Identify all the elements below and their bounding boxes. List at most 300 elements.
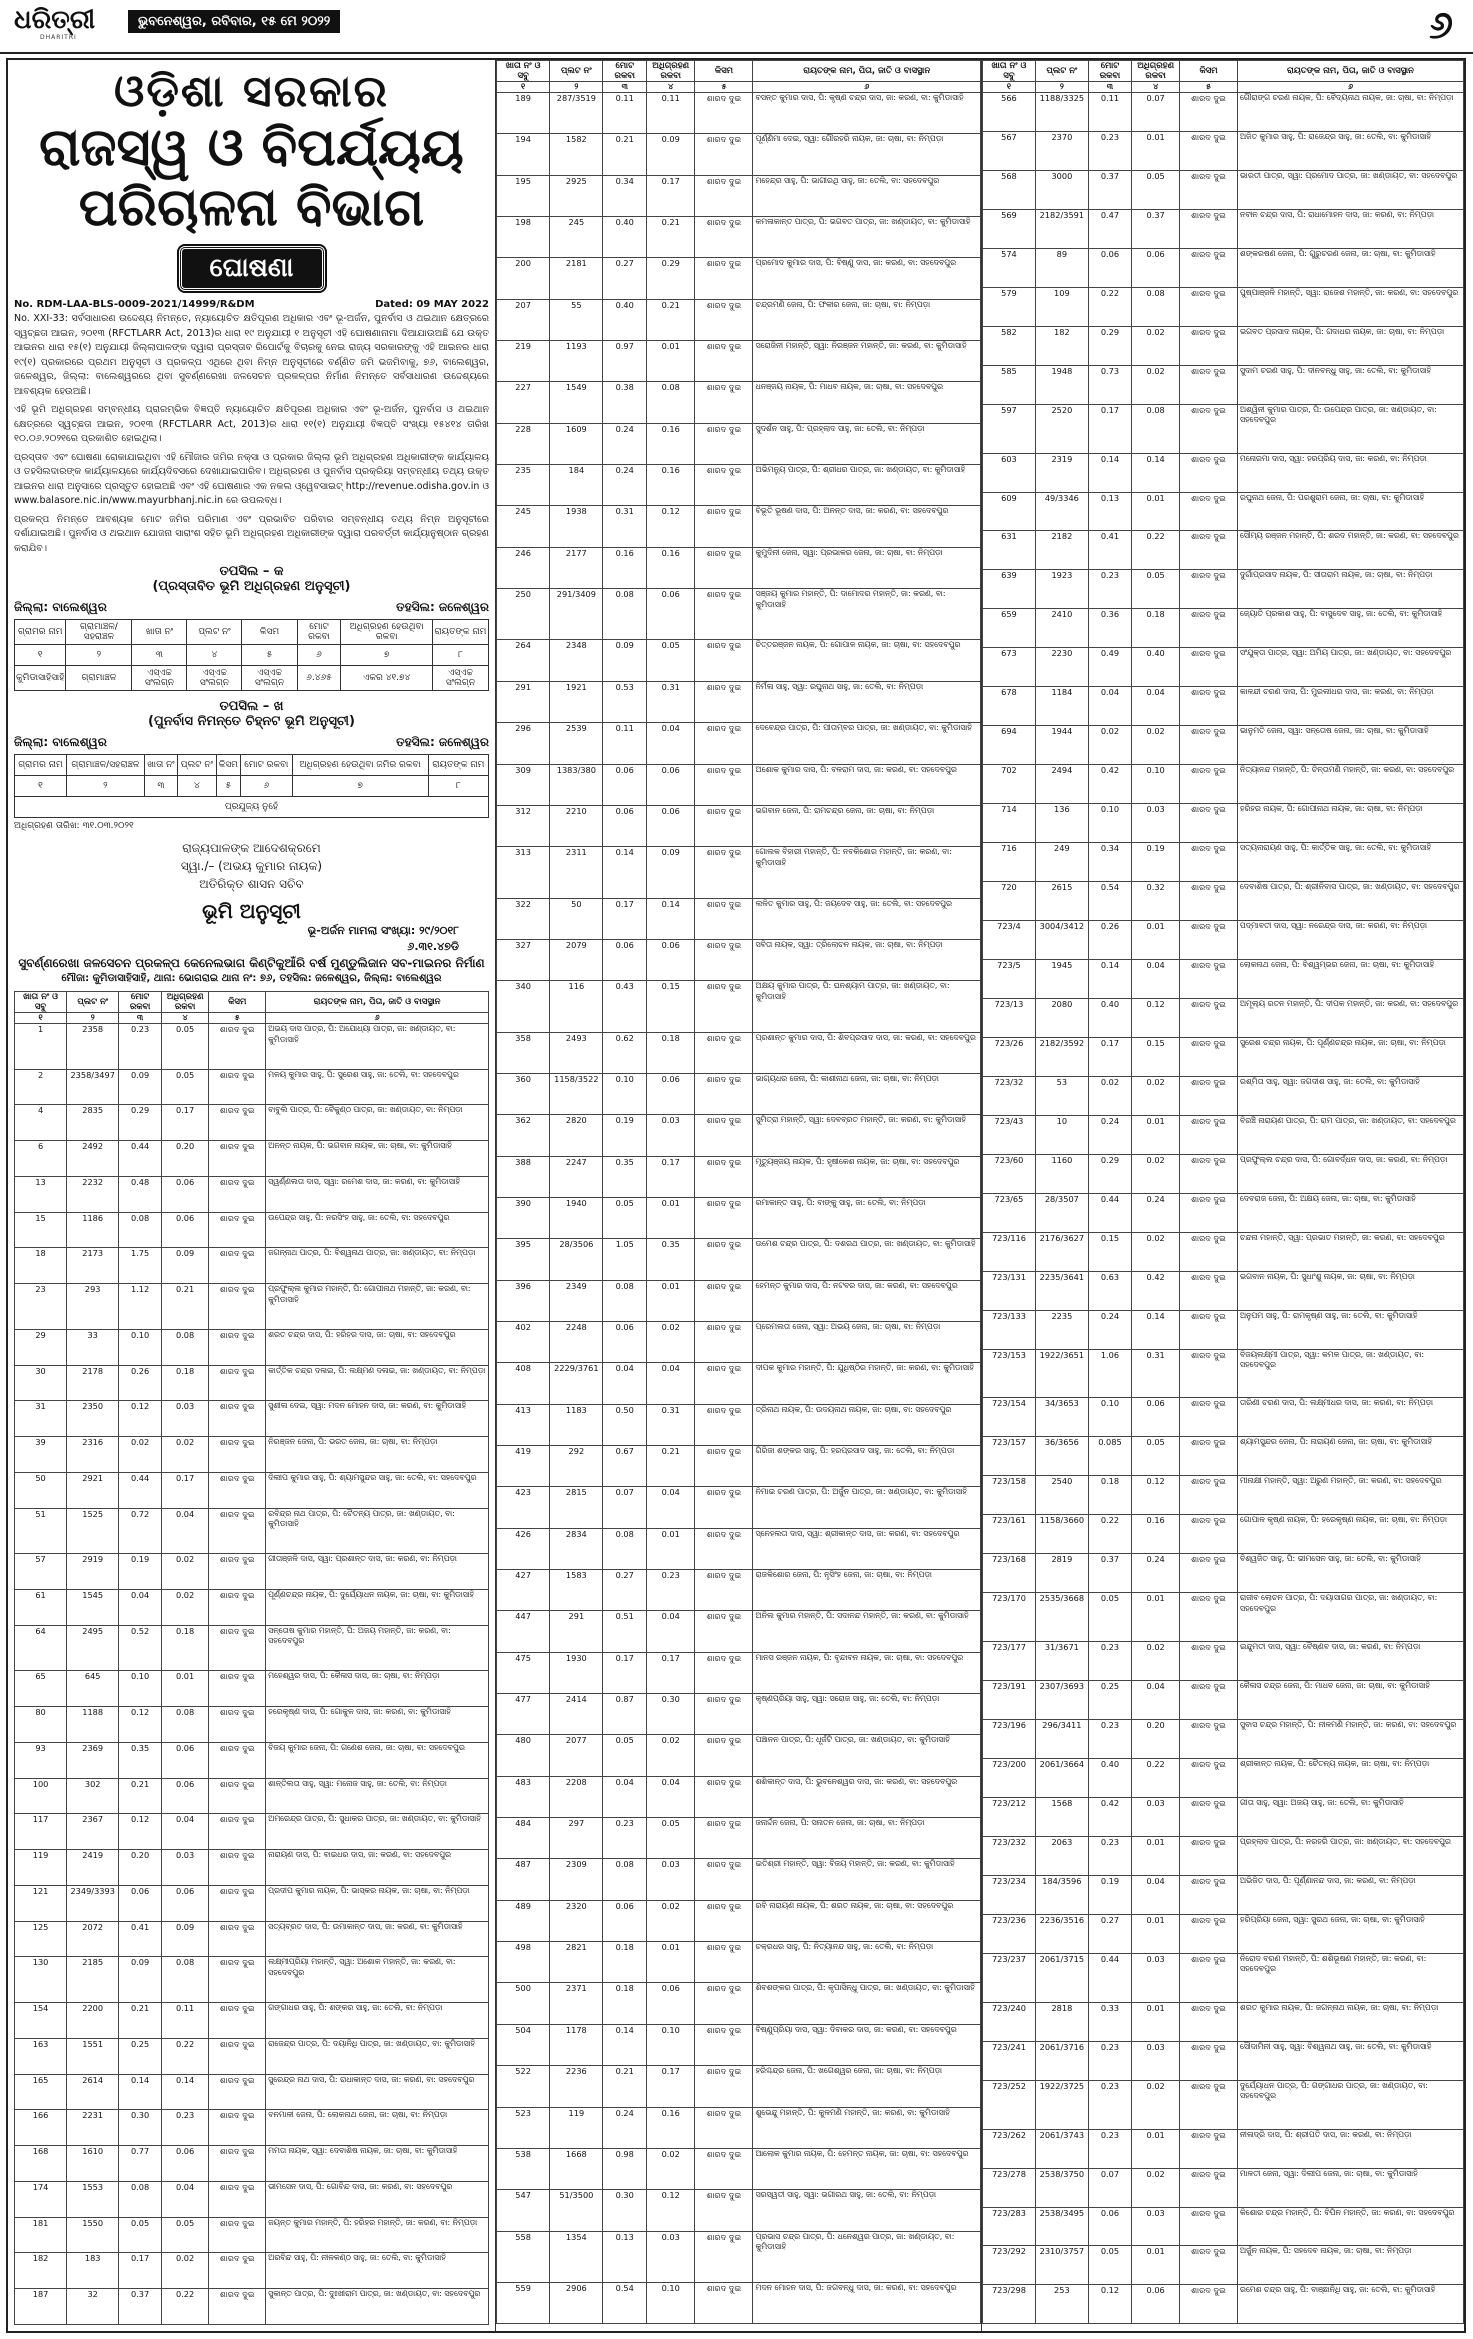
- plot-cell: 1930: [550, 1652, 603, 1693]
- plot-cell: 1583: [550, 1570, 603, 1611]
- total-area-cell: 0.19: [603, 1115, 647, 1156]
- acquired-area-cell: 0.01: [647, 1942, 695, 1983]
- plot-cell: 2248: [550, 1321, 603, 1362]
- owner-cell: ଉପେନ୍ଦ୍ର ସାହୁ, ପି: ନରସିଂହ ସାହୁ, ଜା: ତେଲି, ବା: ସହଦେବପୁର: [266, 1212, 489, 1248]
- total-area-cell: 0.42: [1088, 765, 1131, 804]
- acquired-area-cell: 0.02: [1132, 1076, 1180, 1115]
- khata-cell: 154: [15, 2003, 67, 2039]
- total-area-cell: 0.24: [1088, 1115, 1131, 1154]
- total-area-cell: 0.27: [1088, 1914, 1131, 1953]
- owner-cell: ଗୋଲକ ବିହାରୀ ମହାନ୍ତି, ପି: ନବକିଶୋର ମହାନ୍ତି, ଜା: କରଣ, ବା: କୁମିଡାସାହି: [753, 847, 981, 898]
- khata-cell: 723/241: [983, 2041, 1036, 2080]
- schedule-index-cell: ୮: [432, 645, 488, 666]
- kisam-cell: ଶାରଦ ଦୁଇ: [1180, 687, 1238, 726]
- owner-cell: ନିର୍ମଳା ସାହୁ, ସ୍ୱା: ରଘୁନାଥ ସାହୁ, ଜା: ତେଲି, ବା: ନିମ୍ପଡ଼ା: [753, 681, 981, 722]
- khata-cell: 235: [497, 465, 550, 506]
- table-row: [15, 1850, 489, 1886]
- table-row: [983, 1642, 1464, 1681]
- acquired-area-cell: 0.01: [647, 341, 695, 382]
- kisam-cell: ଶାରଦ ଦୁଇ: [1180, 1720, 1238, 1759]
- kisam-cell: ଶାରଦ ଦୁଇ: [209, 1176, 266, 1212]
- table-index-cell: ୩: [1088, 82, 1131, 93]
- kisam-cell: ଶାରଦ ଦୁଇ: [1180, 1953, 1238, 2002]
- owner-cell: ଭୀମସେନ ଦାସ, ପି: ଗୋବିନ୍ଦ ଦାସ, ଜା: କରଣ, ବା: ସହଦେବପୁର: [266, 2181, 489, 2217]
- khata-cell: 6: [15, 1141, 67, 1177]
- plot-cell: 2925: [550, 175, 603, 216]
- table-row: [15, 2288, 489, 2324]
- owner-cell: ସରୋଜିନୀ ମହାନ୍ତି, ସ୍ୱା: ନିରଞ୍ଜନ ମହାନ୍ତି, ଜା: କରଣ, ବା: କୁମିଡାସାହି: [753, 341, 981, 382]
- table-index-cell: ୧: [983, 82, 1036, 93]
- owner-cell: ରାଜକିଶୋର ଜେନା, ପି: ନୃସିଂହ ଜେନା, ଜା: ଚାଷା, ବା: ନିମ୍ପଡ଼ା: [753, 1570, 981, 1611]
- kisam-cell: ଶାରଦ ଦୁଇ: [1180, 1515, 1238, 1554]
- khata-cell: 168: [15, 2146, 67, 2182]
- owner-cell: ମହେନ୍ଦ୍ର ସାହୁ, ପି: ଭାଗୀରଥି ସାହୁ, ଜା: ତେଲି, ବା: ସହଦେବପୁର: [753, 175, 981, 216]
- owner-cell: ଭାନୁମତି ଜେନା, ସ୍ୱା: ସନ୍ତୋଷ ଜେନା, ଜା: ଚାଷା, ବା: କୁମିଡାସାହି: [1237, 726, 1463, 765]
- total-area-cell: 0.09: [119, 1069, 162, 1105]
- kisam-cell: ଶାରଦ ଦୁଇ: [695, 723, 753, 764]
- total-area-cell: 0.25: [1088, 1681, 1131, 1720]
- table-row: [497, 2148, 981, 2189]
- plot-cell: 2358/3497: [67, 1069, 119, 1105]
- khata-cell: 723/153: [983, 1349, 1036, 1398]
- plot-cell: 1184: [1035, 687, 1088, 726]
- acquired-area-cell: 0.03: [161, 1850, 208, 1886]
- plot-cell: 2815: [550, 1487, 603, 1528]
- plot-cell: 2185: [67, 1957, 119, 2003]
- total-area-cell: 0.24: [603, 423, 647, 464]
- khata-cell: 723/133: [983, 1310, 1036, 1349]
- total-area-cell: 0.51: [603, 1611, 647, 1652]
- plot-cell: 2538/3495: [1035, 2207, 1088, 2246]
- table-row: [497, 465, 981, 506]
- plot-cell: 645: [67, 1671, 119, 1707]
- owner-cell: ସଂଯୁକ୍ତା ପାତ୍ର, ସ୍ୱା: ଅମିୟ ପାତ୍ର, ଜା: ଖଣ୍ଡାୟତ, ବା: ସହଦେବପୁର: [1237, 648, 1463, 687]
- khata-cell: 50: [15, 1472, 67, 1508]
- khata-cell: 13: [15, 1176, 67, 1212]
- table-row: [497, 1776, 981, 1817]
- table-header-cell: ଖାତା ନଂ ଓ ସବୁ: [15, 992, 67, 1013]
- notice-paragraph: ଏହି ଭୂମି ଅଧିଗ୍ରହଣ ସମ୍ବନ୍ଧୀୟ ପ୍ରାରମ୍ଭିକ ବିଜ୍ଞପ୍ତି ନ୍ୟାୟୋଚିତ କ୍ଷତିପୂରଣ ଅଧିକାର ଏବଂ ଭୂ-ଅର୍ଜନ, ପୁନର୍ବାସ ଓ ଥଇଥାନ କ୍ଷେତ୍ରରେ ସ୍ୱଚ୍ଛତା ଆଇନ, ୨୦୧୩ (RFCTLARR Act, 2013)ର ଧାରା ୧୧(୧) ଅନୁଯାୟୀ ବିଜ୍ଞପ୍ତି ସଂଖ୍ୟା ୧୫୪୧୪ ତାରିଖ ୧୦.୦୬.୨୦୨୧ରେ ପ୍ରକାଶିତ ହୋଇଥିଲା।: [14, 404, 489, 444]
- plot-cell: 2178: [67, 1365, 119, 1401]
- schedule-index-cell: ୪: [187, 645, 242, 666]
- acquired-area-cell: 0.05: [161, 1024, 208, 1070]
- kisam-cell: ଶାରଦ ଦୁଇ: [209, 1850, 266, 1886]
- owner-cell: ଇତିଶ୍ରୀ ମହାନ୍ତି, ସ୍ୱା: ବିଜୟ ମହାନ୍ତି, ଜା: କରଣ, ବା: କୁମିଡାସାହି: [753, 1859, 981, 1900]
- acquired-area-cell: 0.04: [647, 1611, 695, 1652]
- acquired-area-cell: 0.05: [647, 640, 695, 681]
- owner-cell: ଗୀତା ସାହୁ, ସ୍ୱା: ଅଜୟ ସାହୁ, ଜା: ତେଲି, ବା: କୁମିଡାସାହି: [1237, 1797, 1463, 1836]
- schedule-header-cell: ପ୍ଲଟ ନଂ: [178, 755, 217, 776]
- schedule-index-cell: ୭: [341, 645, 432, 666]
- kisam-cell: ଶାରଦ ଦୁଇ: [695, 1859, 753, 1900]
- kisam-cell: ଶାରଦ ଦୁଇ: [695, 217, 753, 258]
- khata-cell: 419: [497, 1446, 550, 1487]
- total-area-cell: 0.54: [1088, 882, 1131, 921]
- owner-cell: ଧନଞ୍ଜୟ ନାୟକ, ପି: ମାଧବ ନାୟକ, ଜା: ଚାଷା, ବା: ସହଦେବପୁର: [753, 382, 981, 423]
- kisam-cell: ଶାରଦ ଦୁଇ: [1180, 959, 1238, 998]
- khata-cell: 475: [497, 1652, 550, 1693]
- plot-cell: 31/3671: [1035, 1642, 1088, 1681]
- table-row: [497, 1239, 981, 1280]
- owner-cell: ଶାନ୍ତିଲତା ସାହୁ, ସ୍ୱା: ମନୋଜ ସାହୁ, ଜା: ତେଲି, ବା: ନିମ୍ପଡ଼ା: [266, 1778, 489, 1814]
- plot-cell: 245: [550, 217, 603, 258]
- kisam-cell: ଶାରଦ ଦୁଇ: [1180, 843, 1238, 882]
- kisam-cell: ଶାରଦ ଦୁଇ: [1180, 1271, 1238, 1310]
- acquired-area-cell: 0.21: [647, 217, 695, 258]
- acquired-area-cell: 0.02: [647, 1321, 695, 1362]
- khata-cell: 522: [497, 2066, 550, 2107]
- owner-cell: ମନୋରମା ଦାସ, ସ୍ୱା: ହରପ୍ରିୟ ଦାସ, ଜା: କରଣ, ବା: ନିମ୍ପଡ଼ା: [1237, 453, 1463, 492]
- kisam-cell: ଶାରଦ ଦୁଇ: [209, 1212, 266, 1248]
- table-row: [983, 1720, 1464, 1759]
- plot-cell: 287/3519: [550, 93, 603, 134]
- acquired-area-cell: 0.08: [647, 382, 695, 423]
- acquired-area-cell: 0.01: [1132, 921, 1180, 960]
- land-table-3: [982, 60, 1464, 2324]
- khata-cell: 639: [983, 570, 1036, 609]
- masthead: [0, 0, 1473, 54]
- owner-cell: ସତ୍ୟବ୍ରତ ଦାସ, ପି: ଉମାକାନ୍ତ ଦାସ, ଜା: କରଣ, ବା: କୁମିଡାସାହି: [266, 1921, 489, 1957]
- owner-cell: କିଶୋର ଚନ୍ଦ୍ର ମହାନ୍ତି, ପି: ବିପିନ ମହାନ୍ତି, ଜା: କରଣ, ବା: ସହଦେବପୁର: [1237, 2207, 1463, 2246]
- owner-cell: ନବୀନ ଚନ୍ଦ୍ର ଦାସ, ପି: ରାଧାମୋହନ ଦାସ, ଜା: କରଣ, ବା: ନିମ୍ପଡ଼ା: [1237, 209, 1463, 248]
- total-area-cell: 0.14: [1088, 453, 1131, 492]
- total-area-cell: 0.30: [119, 2110, 162, 2146]
- acquired-area-cell: 0.02: [1132, 2168, 1180, 2207]
- kisam-cell: ଶାରଦ ଦୁଇ: [209, 1284, 266, 1330]
- schedule-header-cell: କିସମ: [242, 620, 297, 645]
- acquired-area-cell: 0.31: [647, 1404, 695, 1445]
- total-area-cell: 0.13: [603, 2231, 647, 2282]
- total-area-cell: 0.24: [1088, 1310, 1131, 1349]
- column-2: [496, 60, 982, 2331]
- total-area-cell: 0.21: [603, 134, 647, 175]
- khata-cell: 723/60: [983, 1154, 1036, 1193]
- kisam-cell: ଶାରଦ ଦୁଇ: [695, 1611, 753, 1652]
- plot-cell: 1186: [67, 1212, 119, 1248]
- owner-cell: ଦେବେନ୍ଦ୍ର ପାତ୍ର, ପି: ପୀତାମ୍ବର ପାତ୍ର, ଜା: ଖଣ୍ଡାୟତ, ବା: କୁମିଡାସାହି: [753, 723, 981, 764]
- kisam-cell: ଶାରଦ ଦୁଇ: [209, 1248, 266, 1284]
- owner-cell: ରଶ୍ମିତା ସାହୁ, ସ୍ୱା: ଜଗଦୀଶ ସାହୁ, ଜା: ତେଲି, ବା: କୁମିଡାସାହି: [1237, 1076, 1463, 1115]
- kisam-cell: ଶାରଦ ଦୁଇ: [209, 2288, 266, 2324]
- plot-cell: 291: [550, 1611, 603, 1652]
- total-area-cell: 0.34: [603, 175, 647, 216]
- total-area-cell: 0.40: [1088, 1759, 1131, 1798]
- khata-cell: 714: [983, 804, 1036, 843]
- acquired-area-cell: 0.01: [1132, 2002, 1180, 2041]
- owner-cell: କାର୍ତ୍ତିକ ଚନ୍ଦ୍ର ଦଳାଇ, ପି: ଲକ୍ଷ୍ମଣ ଦଳାଇ, ଜା: ଖଣ୍ଡାୟତ, ବା: ନିମ୍ପଡ଼ା: [266, 1365, 489, 1401]
- khata-cell: 65: [15, 1671, 67, 1707]
- plot-cell: 1945: [1035, 959, 1088, 998]
- total-area-cell: 0.08: [119, 1212, 162, 1248]
- acquired-area-cell: 0.05: [1132, 570, 1180, 609]
- owner-cell: ସରସ୍ୱତୀ ସାହୁ, ସ୍ୱା: ଭଗୀରଥ ସାହୁ, ଜା: ତେଲି, ବା: ନିମ୍ପଡ଼ା: [753, 2190, 981, 2231]
- acquired-area-cell: 0.16: [1132, 1515, 1180, 1554]
- acquired-area-cell: 0.06: [1132, 248, 1180, 287]
- owner-cell: ବିଷ୍ଣୁପ୍ରିୟା ଦାସ, ସ୍ୱା: ଦିବାକର ଦାସ, ଜା: କରଣ, ବା: ସହଦେବପୁର: [753, 2024, 981, 2065]
- kisam-cell: ଶାରଦ ଦୁଇ: [1180, 492, 1238, 531]
- plot-cell: 2835: [67, 1105, 119, 1141]
- owner-cell: ଅଶ୍ୱିନୀ କୁମାର ପାତ୍ର, ପି: ଉପେନ୍ଦ୍ର ପାତ୍ର, ଜା: ଖଣ୍ଡାୟତ, ବା: ସହଦେବପୁର: [1237, 404, 1463, 453]
- total-area-cell: 0.12: [1088, 2285, 1131, 2324]
- owner-cell: ସୁବାସ ଚନ୍ଦ୍ର ମହାନ୍ତି, ପି: ନୀଳମଣି ମହାନ୍ତି, ଜା: କରଣ, ବା: ସହଦେବପୁର: [1237, 1720, 1463, 1759]
- plot-cell: 1188/3325: [1035, 93, 1088, 132]
- table-row: [497, 1735, 981, 1776]
- khata-cell: 362: [497, 1115, 550, 1156]
- total-area-cell: 0.22: [1088, 1515, 1131, 1554]
- total-area-cell: 0.11: [603, 723, 647, 764]
- khata-cell: 358: [497, 1032, 550, 1073]
- table-row: [15, 1329, 489, 1365]
- footnote: ଅଧିଗ୍ରହଣ ତାରିଖ: ୩୧.୦୩.୨୦୨୧: [14, 821, 134, 831]
- kisam-cell: ଶାରଦ ଦୁଇ: [695, 2066, 753, 2107]
- acquired-area-cell: 0.02: [1132, 1154, 1180, 1193]
- schedule-index-cell: ୮: [428, 776, 488, 797]
- acquired-area-cell: 0.40: [1132, 648, 1180, 687]
- kisam-cell: ଶାରଦ ଦୁଇ: [695, 1528, 753, 1569]
- table-row: [497, 2024, 981, 2065]
- table-index-cell: ୬: [266, 1013, 489, 1024]
- kisam-cell: ଶାରଦ ଦୁଇ: [695, 1239, 753, 1280]
- acquired-area-cell: 0.08: [161, 1707, 208, 1743]
- kisam-cell: ଶାରଦ ଦୁଇ: [695, 1570, 753, 1611]
- khata-cell: 413: [497, 1404, 550, 1445]
- total-area-cell: 0.04: [603, 1776, 647, 1817]
- owner-cell: ସୁରେଶ ଚନ୍ଦ୍ର ନାୟକ, ପି: ପୂର୍ଣ୍ଣଚନ୍ଦ୍ର ନାୟକ, ଜା: ଚାଷା, ବା: ନିମ୍ପଡ଼ା: [1237, 1037, 1463, 1076]
- plot-cell: 2919: [67, 1554, 119, 1590]
- plot-cell: 1923: [1035, 570, 1088, 609]
- total-area-cell: 0.73: [1088, 365, 1131, 404]
- plot-cell: 1551: [67, 2038, 119, 2074]
- kisam-cell: ଶାରଦ ଦୁଇ: [209, 2217, 266, 2253]
- plot-cell: 183: [67, 2253, 119, 2289]
- kisam-cell: ଶାରଦ ଦୁଇ: [695, 939, 753, 980]
- owner-cell: ସୁମିତ୍ରା ମହାନ୍ତି, ସ୍ୱା: ଦେବବ୍ରତ ମହାନ୍ତି, ଜା: କରଣ, ବା: କୁମିଡାସାହି: [753, 1115, 981, 1156]
- table-row: [983, 453, 1464, 492]
- total-area-cell: 1.75: [119, 1248, 162, 1284]
- owner-cell: ସନ୍ତୋଷ କୁମାର ମହାନ୍ତି, ପି: ଅଜୟ ମହାନ୍ତି, ଜା: କରଣ, ବା: ସହଦେବପୁର: [266, 1625, 489, 1671]
- total-area-cell: 0.23: [1088, 2129, 1131, 2168]
- schedule-index-cell: ୧: [15, 645, 66, 666]
- khata-cell: 93: [15, 1742, 67, 1778]
- khata-cell: 296: [497, 723, 550, 764]
- acquired-area-cell: 0.06: [647, 589, 695, 640]
- khata-cell: 484: [497, 1818, 550, 1859]
- plot-cell: 184: [550, 465, 603, 506]
- acquired-area-cell: 0.21: [647, 1446, 695, 1487]
- acquired-area-cell: 0.17: [647, 1156, 695, 1197]
- khata-cell: 723/158: [983, 1476, 1036, 1515]
- owner-cell: ଦୀପକ କୁମାର ମହାନ୍ତି, ପି: ଯୁଧିଷ୍ଠିର ମହାନ୍ତି, ଜା: କରଣ, ବା: କୁମିଡାସାହି: [753, 1363, 981, 1404]
- plot-cell: 1158/3522: [550, 1073, 603, 1114]
- owner-cell: ରବିନ୍ଦ୍ର ନାଥ ପାତ୍ର, ପି: ଚୈତନ୍ୟ ପାତ୍ର, ଜା: ଖଣ୍ଡାୟତ, ବା: କୁମିଡାସାହି: [266, 1508, 489, 1554]
- table-index-cell: ୨: [67, 1013, 119, 1024]
- total-area-cell: 0.44: [1088, 1193, 1131, 1232]
- total-area-cell: 0.06: [603, 939, 647, 980]
- kisam-cell: ଶାରଦ ଦୁଇ: [695, 981, 753, 1032]
- acquired-area-cell: 0.16: [647, 423, 695, 464]
- plot-cell: 2061/3743: [1035, 2129, 1088, 2168]
- kisam-cell: ଶାରଦ ଦୁଇ: [1180, 1398, 1238, 1437]
- owner-cell: ମମତା ନାୟକ, ସ୍ୱା: ଦେବାଶିଷ ନାୟକ, ଜା: ଚାଷା, ବା: କୁମିଡାସାହି: [266, 2146, 489, 2182]
- kisam-cell: ଶାରଦ ଦୁଇ: [209, 1885, 266, 1921]
- acquired-area-cell: 0.06: [161, 1212, 208, 1248]
- kisam-cell: ଶାରଦ ଦୁଇ: [209, 2074, 266, 2110]
- schedule-header-cell: ରାୟତଙ୍କ ନାମ: [428, 755, 488, 776]
- table-row: [15, 1176, 489, 1212]
- plot-cell: 2232: [67, 1176, 119, 1212]
- table-header-cell: କିସମ: [695, 61, 753, 82]
- acquired-area-cell: 0.09: [647, 847, 695, 898]
- plot-cell: 2615: [1035, 882, 1088, 921]
- khata-cell: 228: [497, 423, 550, 464]
- plot-cell: 50: [550, 898, 603, 939]
- acquired-area-cell: 0.22: [1132, 531, 1180, 570]
- table-row: [983, 287, 1464, 326]
- kisam-cell: ଶାରଦ ଦୁଇ: [695, 1073, 753, 1114]
- owner-cell: ନୀଳାଦ୍ରି ଦାସ, ପି: ଶ୍ରୀପତି ଦାସ, ଜା: କରଣ, ବା: ନିମ୍ପଡ଼ା: [1237, 2129, 1463, 2168]
- table-row: [983, 248, 1464, 287]
- table-row: [497, 1570, 981, 1611]
- total-area-cell: 0.48: [119, 1176, 162, 1212]
- owner-cell: ଶରତ କୁମାର ନାୟକ, ପି: ଜଗନ୍ନାଥ ନାୟକ, ଜା: ଚାଷା, ବା: ନିମ୍ପଡ଼ା: [1237, 2002, 1463, 2041]
- total-area-cell: 0.085: [1088, 1437, 1131, 1476]
- acquired-area-cell: 0.03: [1132, 2041, 1180, 2080]
- total-area-cell: 0.06: [1088, 2207, 1131, 2246]
- owner-cell: ଚିତ୍ତରଞ୍ଜନ ନାୟକ, ପି: ଗୋପାଳ ନାୟକ, ଜା: ଚାଷା, ବା: ସହଦେବପୁର: [753, 640, 981, 681]
- total-area-cell: 0.09: [603, 640, 647, 681]
- table-row: [15, 1508, 489, 1554]
- table-row: [983, 365, 1464, 404]
- plot-cell: 1922/3725: [1035, 2080, 1088, 2129]
- table-header-cell: ପ୍ଲଟ ନଂ: [1035, 61, 1088, 82]
- kisam-cell: ଶାରଦ ଦୁଇ: [695, 1942, 753, 1983]
- kisam-cell: ଶାରଦ ଦୁଇ: [1180, 287, 1238, 326]
- total-area-cell: 0.06: [603, 764, 647, 805]
- owner-cell: ଗୌରାଙ୍ଗ ଚରଣ ନାୟକ, ପି: ବୈଦ୍ୟନାଥ ନାୟକ, ଜା: ଚାଷା, ବା: ନିମ୍ପଡ଼ା: [1237, 93, 1463, 132]
- owner-cell: ଗଙ୍ଗାଧର ସାହୁ, ପି: ଶଙ୍କର ସାହୁ, ଜା: ତେଲି, ବା: ନିମ୍ପଡ଼ା: [266, 2003, 489, 2039]
- plot-cell: 32: [67, 2288, 119, 2324]
- owner-cell: ବନମାଳୀ ଜେନା, ପି: ଲୋକନାଥ ଜେନା, ଜା: ଚାଷା, ବା: ନିମ୍ପଡ଼ା: [266, 2110, 489, 2146]
- total-area-cell: 0.87: [603, 1694, 647, 1735]
- plot-cell: 2921: [67, 1472, 119, 1508]
- acquired-area-cell: 0.01: [1132, 492, 1180, 531]
- schedule-index-cell: ୩: [132, 645, 187, 666]
- table-row: [15, 1778, 489, 1814]
- acquired-area-cell: 0.07: [1132, 93, 1180, 132]
- total-area-cell: 0.21: [119, 1778, 162, 1814]
- khata-cell: 723/177: [983, 1642, 1036, 1681]
- khata-cell: 30: [15, 1365, 67, 1401]
- total-area-cell: 0.21: [603, 2066, 647, 2107]
- total-area-cell: 0.44: [119, 1141, 162, 1177]
- kisam-cell: ଶାରଦ ଦୁଇ: [209, 1590, 266, 1626]
- total-area-cell: 0.23: [119, 1024, 162, 1070]
- owner-cell: ପଦ୍ମାବତୀ ଦାସ, ସ୍ୱା: ନରେନ୍ଦ୍ର ଦାସ, ଜା: କରଣ, ବା: ନିମ୍ପଡ଼ା: [1237, 921, 1463, 960]
- plot-cell: 2818: [1035, 2002, 1088, 2041]
- total-area-cell: 0.38: [603, 382, 647, 423]
- plot-cell: 55: [550, 299, 603, 340]
- plot-cell: 2316: [67, 1437, 119, 1473]
- table-row: [497, 1404, 981, 1445]
- khata-cell: 723/13: [983, 998, 1036, 1037]
- schedule-ka-subtitle: (ପ୍ରସ୍ତାବିତ ଭୂମି ଅଧିଗ୍ରହଣ ଅନୁସୂଚୀ): [152, 579, 351, 594]
- khata-cell: 597: [983, 404, 1036, 453]
- plot-cell: 2410: [1035, 609, 1088, 648]
- owner-cell: ସ୍ନେହଲତା ଦାସ, ସ୍ୱା: ଶ୍ରୀକାନ୍ତ ଦାସ, ଜା: କରଣ, ବା: ସହଦେବପୁର: [753, 1528, 981, 1569]
- schedule-header-cell: ଖାତା ନଂ: [132, 620, 187, 645]
- khata-cell: 489: [497, 1900, 550, 1941]
- plot-cell: 1383/380: [550, 764, 603, 805]
- total-area-cell: 0.11: [1088, 93, 1131, 132]
- kisam-cell: ଶାରଦ ଦୁଇ: [1180, 1193, 1238, 1232]
- acquired-area-cell: 0.16: [647, 2107, 695, 2148]
- acquired-area-cell: 0.35: [647, 1239, 695, 1280]
- table-row: [497, 805, 981, 846]
- table-row: [983, 1310, 1464, 1349]
- owner-cell: ହରିଶ୍ଚନ୍ଦ୍ର ଜେନା, ପି: ଖଗେଶ୍ୱର ଜେନା, ଜା: ଚାଷା, ବା: ନିମ୍ପଡ଼ା: [753, 2066, 981, 2107]
- kisam-cell: ଶାରଦ ଦୁଇ: [1180, 2002, 1238, 2041]
- kisam-cell: ଶାରଦ ଦୁଇ: [1180, 570, 1238, 609]
- total-area-cell: 0.02: [119, 1437, 162, 1473]
- owner-cell: ଅଭିଜିତ ଦାସ, ପି: ପୂର୍ଣ୍ଣାନନ୍ଦ ଦାସ, ଜା: କରଣ, ବା: ନିମ୍ପଡ଼ା: [1237, 1875, 1463, 1914]
- owner-cell: ପ୍ରଭାସ ଚନ୍ଦ୍ର ପାତ୍ର, ପି: ଧନେଶ୍ୱର ପାତ୍ର, ଜା: ଖଣ୍ଡାୟତ, ବା: କୁମିଡାସାହି: [753, 2231, 981, 2282]
- total-area-cell: 0.34: [1088, 843, 1131, 882]
- owner-cell: ମୃତ୍ୟୁଞ୍ଜୟ ନାୟକ, ପି: ହୃଷୀକେଶ ନାୟକ, ଜା: ଚାଷା, ବା: ସହଦେବପୁର: [753, 1156, 981, 1197]
- acquired-area-cell: 0.06: [161, 1885, 208, 1921]
- table-header-cell: ଅଧିଗ୍ରହଣ ରକବା: [1132, 61, 1180, 82]
- khata-cell: 29: [15, 1329, 67, 1365]
- owner-cell: ବିରଞ୍ଚି ନାରାୟଣ ପାତ୍ର, ପି: ରାମ ପାତ୍ର, ଜା: ଖଣ୍ଡାୟତ, ବା: ସହଦେବପୁର: [1237, 1115, 1463, 1154]
- total-area-cell: 0.47: [1088, 209, 1131, 248]
- total-area-cell: 0.23: [1088, 131, 1131, 170]
- khata-cell: 322: [497, 898, 550, 939]
- schedule-value-cell: ଏସ୍‌ଏଚ୍ଚ ସଂଲଗ୍ନ: [132, 666, 187, 691]
- total-area-cell: 0.62: [603, 1032, 647, 1073]
- plot-cell: 49/3346: [1035, 492, 1088, 531]
- total-area-cell: 0.33: [1088, 2002, 1131, 2041]
- total-area-cell: 0.21: [119, 2003, 162, 2039]
- plot-cell: 2819: [1035, 1554, 1088, 1593]
- plot-cell: 1922/3651: [1035, 1349, 1088, 1398]
- owner-cell: କମଳାକାନ୍ତ ପାତ୍ର, ପି: ଭଗବତ ପାତ୍ର, ଜା: ଖଣ୍ଡାୟତ, ବା: କୁମିଡାସାହି: [753, 217, 981, 258]
- acquired-area-cell: 0.17: [647, 1652, 695, 1693]
- plot-cell: 2063: [1035, 1836, 1088, 1875]
- owner-cell: ସୌମ୍ୟ ରଞ୍ଜନ ମହାନ୍ତି, ପି: ଶରଦ ମହାନ୍ତି, ଜା: କରଣ, ବା: ସହଦେବପୁର: [1237, 531, 1463, 570]
- owner-cell: ଭଗବାନ ଜେନା, ପି: ରାମଚନ୍ଦ୍ର ଜେନା, ଜା: ଚାଷା, ବା: ନିମ୍ପଡ଼ା: [753, 805, 981, 846]
- khata-cell: 200: [497, 258, 550, 299]
- plot-cell: 2061/3664: [1035, 1759, 1088, 1798]
- schedule-ka-table: [14, 619, 489, 691]
- owner-cell: ଜ୍ୟୋତି ପ୍ରକାଶ ସାହୁ, ପି: ବାସୁଦେବ ସାହୁ, ଜା: ତେଲି, ବା: କୁମିଡାସାହି: [1237, 609, 1463, 648]
- acquired-area-cell: 0.05: [1132, 170, 1180, 209]
- table-row: [983, 765, 1464, 804]
- khata-cell: 487: [497, 1859, 550, 1900]
- khata-cell: 182: [15, 2253, 67, 2289]
- kisam-cell: ଶାରଦ ଦୁଇ: [1180, 1875, 1238, 1914]
- khata-cell: 723/161: [983, 1515, 1036, 1554]
- acquired-area-cell: 0.29: [647, 258, 695, 299]
- table-row: [497, 1694, 981, 1735]
- schedule-header-cell: ଅଧିଗ୍ରହଣ ହେଉଥିବା ଜମିର ରକବା: [292, 755, 428, 776]
- table-index-cell: ୩: [603, 82, 647, 93]
- owner-cell: ମୀନାକ୍ଷୀ ମହାନ୍ତି, ସ୍ୱା: ଅରୁଣ ମହାନ୍ତି, ଜା: କରଣ, ବା: ସହଦେବପୁର: [1237, 1476, 1463, 1515]
- table-row: [983, 2129, 1464, 2168]
- khata-cell: 423: [497, 1487, 550, 1528]
- total-area-cell: 0.10: [119, 1329, 162, 1365]
- acquired-area-cell: 0.09: [161, 1248, 208, 1284]
- table-row: [983, 1681, 1464, 1720]
- total-area-cell: 0.37: [1088, 170, 1131, 209]
